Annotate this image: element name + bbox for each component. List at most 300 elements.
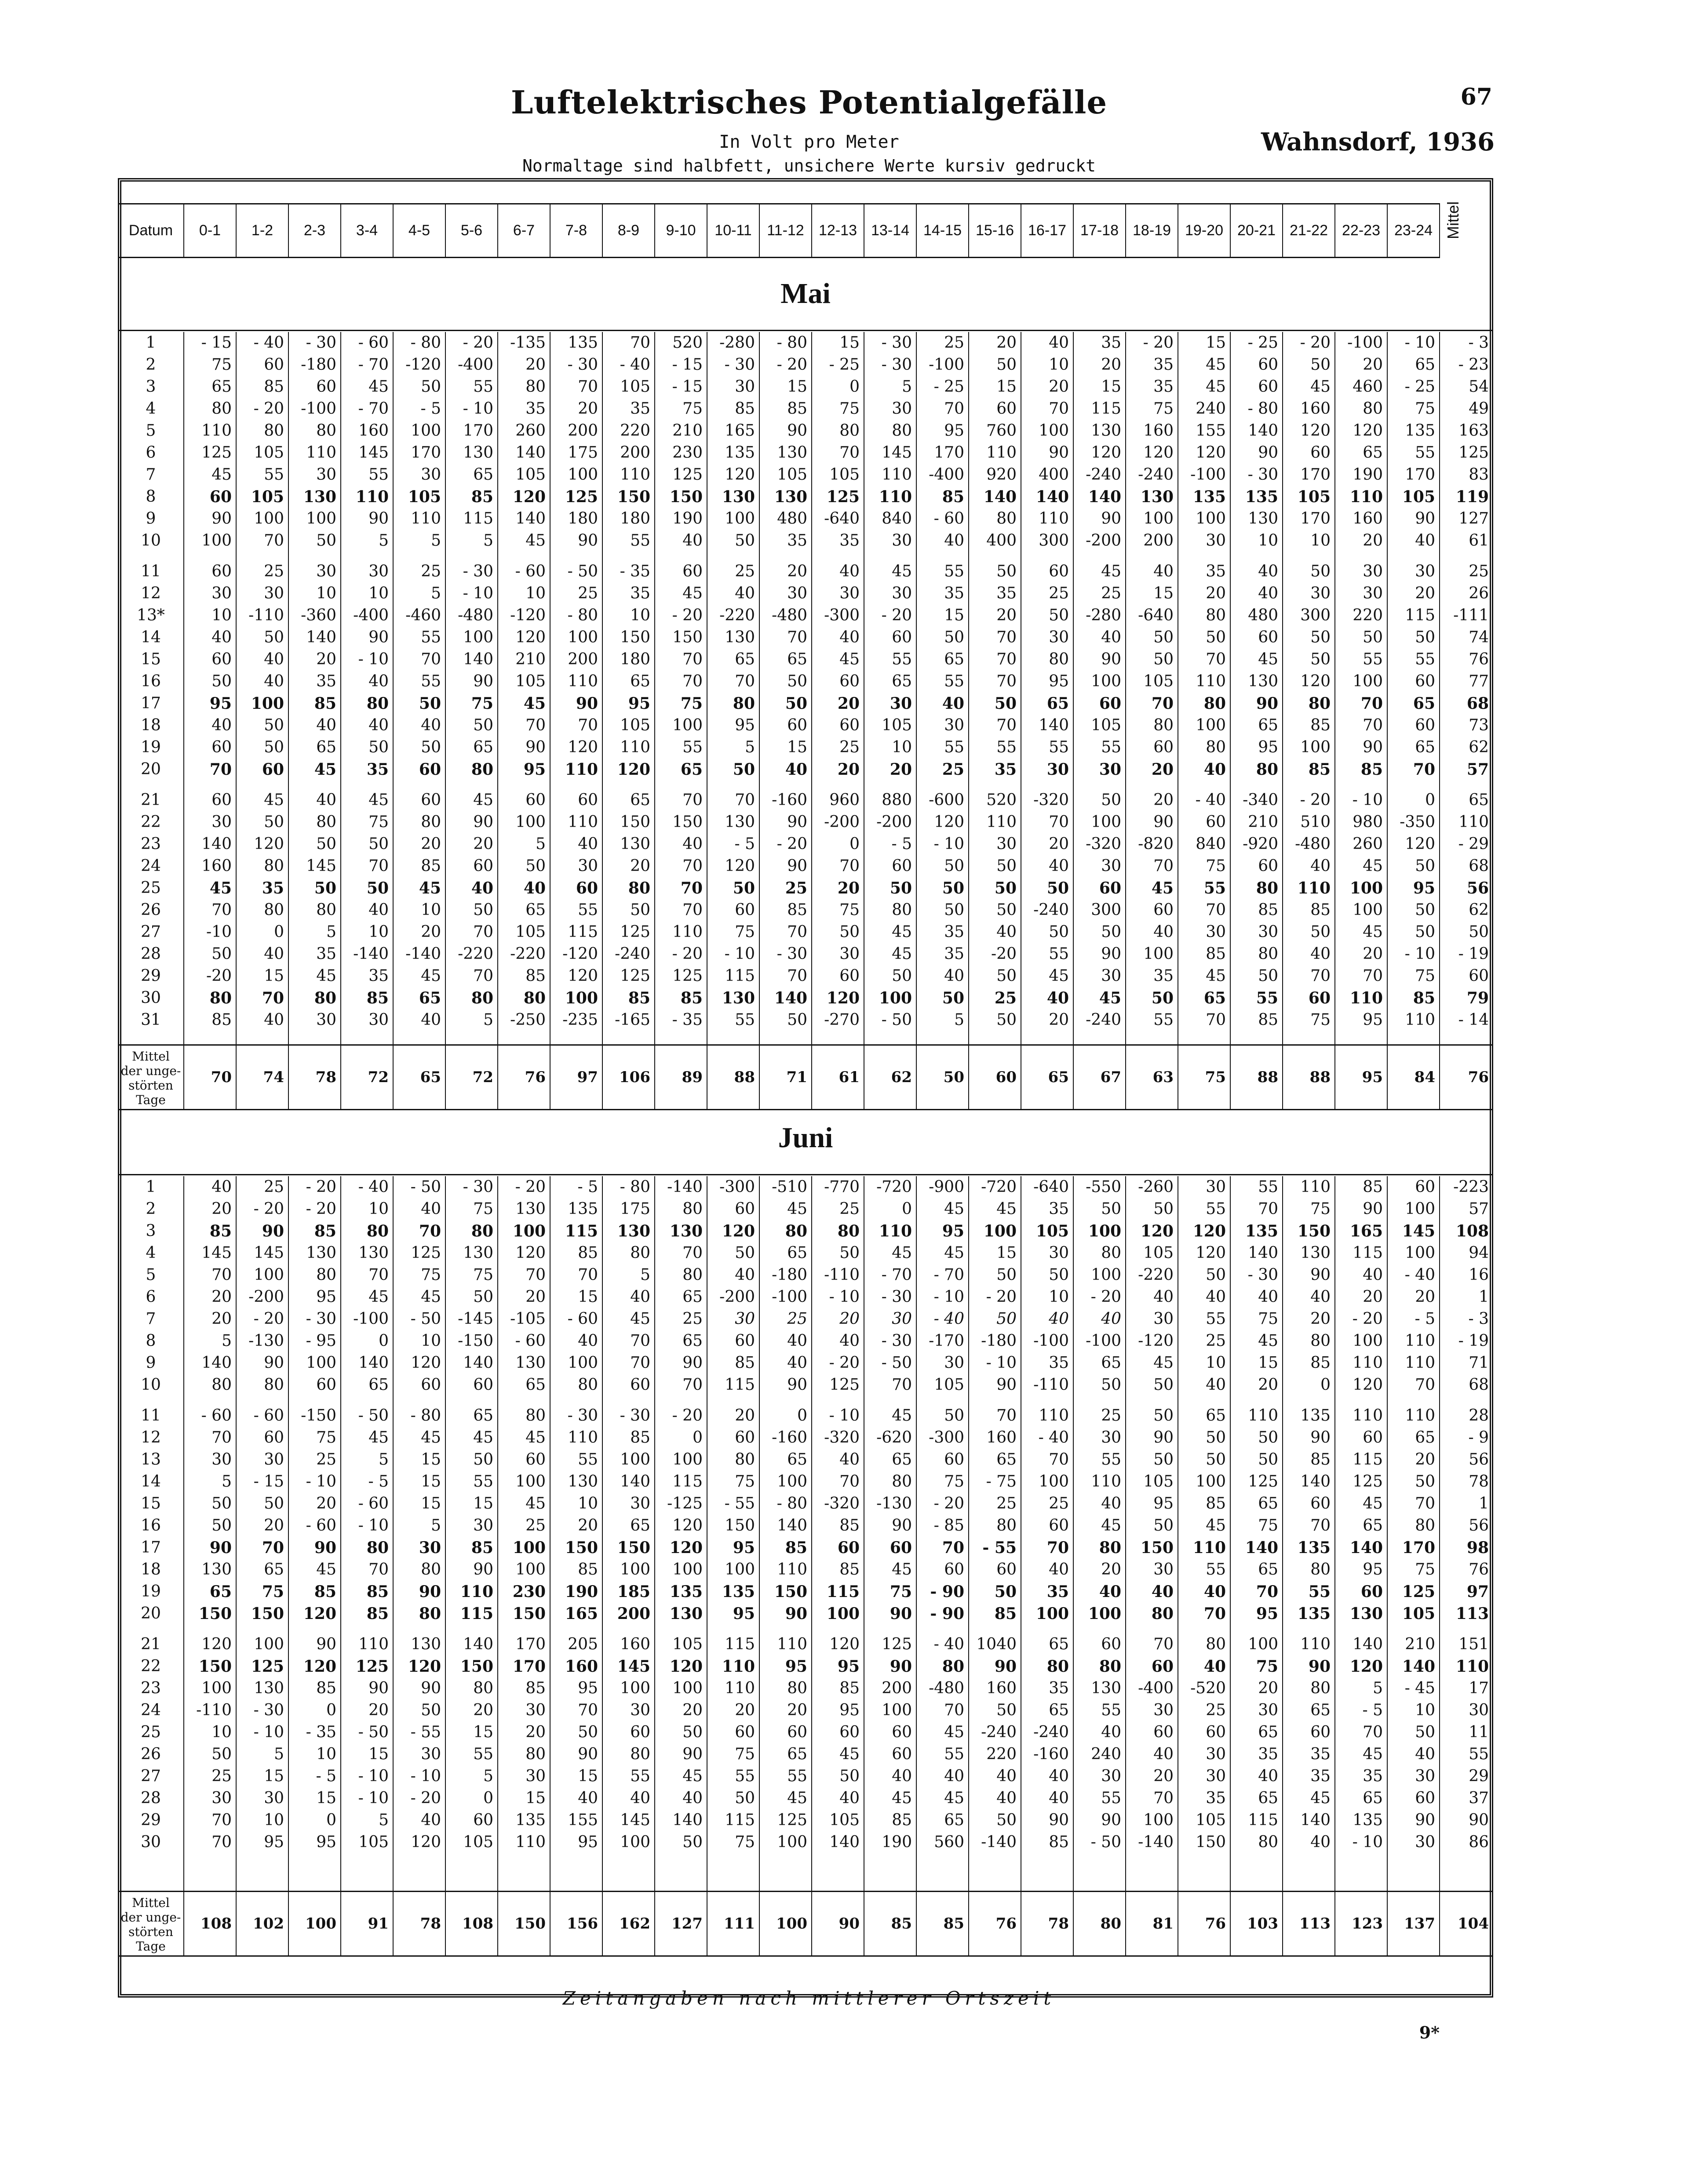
value-cell: 26 bbox=[1469, 584, 1489, 602]
value-cell: - 10 bbox=[410, 1767, 441, 1785]
date-cell: 2 bbox=[146, 1200, 156, 1218]
value-cell: 65 bbox=[1258, 716, 1278, 734]
value-cell: 45 bbox=[523, 694, 546, 713]
value-cell: 75 bbox=[735, 1833, 755, 1851]
value-cell: 49 bbox=[1469, 400, 1489, 418]
value-cell: 70 bbox=[264, 532, 284, 550]
value-cell: 90 bbox=[994, 1657, 1017, 1676]
value-cell: 85 bbox=[314, 1222, 336, 1240]
value-cell: 100 bbox=[1143, 1811, 1174, 1829]
value-cell: 90 bbox=[473, 813, 493, 831]
value-cell: 100 bbox=[515, 1561, 546, 1579]
value-cell: 65 bbox=[473, 1407, 493, 1425]
value-cell: - 30 bbox=[724, 356, 755, 374]
value-cell: -300 bbox=[929, 1429, 964, 1447]
value-cell: - 30 bbox=[1247, 1266, 1278, 1284]
value-cell: - 19 bbox=[1458, 1332, 1489, 1350]
value-cell: - 20 bbox=[672, 606, 703, 624]
value-cell: 65 bbox=[787, 650, 807, 668]
value-cell: 75 bbox=[1256, 1657, 1278, 1676]
value-cell: - 10 bbox=[986, 1354, 1017, 1372]
value-cell: 30 bbox=[1469, 1701, 1489, 1719]
value-cell: 60 bbox=[1099, 694, 1121, 713]
value-cell: 45 bbox=[525, 532, 546, 550]
value-cell: 50 bbox=[944, 628, 964, 646]
value-cell: 80 bbox=[735, 1451, 755, 1469]
header-hour: 23-24 bbox=[1394, 222, 1433, 239]
value-cell: 20 bbox=[1153, 791, 1174, 809]
value-cell: 75 bbox=[262, 1582, 284, 1601]
table-row bbox=[118, 1537, 1493, 1559]
value-cell: 35 bbox=[1258, 1745, 1278, 1763]
value-cell: 5 bbox=[1373, 1679, 1383, 1697]
date-cell: 25 bbox=[141, 879, 161, 897]
value-cell: 110 bbox=[1297, 879, 1331, 897]
value-cell: 185 bbox=[617, 1582, 650, 1601]
value-cell: 60 bbox=[787, 716, 807, 734]
value-cell: 85 bbox=[735, 400, 755, 418]
value-cell: 100 bbox=[568, 1354, 598, 1372]
mean-label-line: Mittel bbox=[132, 1049, 170, 1064]
value-cell: -125 bbox=[667, 1495, 703, 1513]
value-cell: 120 bbox=[722, 1222, 755, 1240]
value-cell: 37 bbox=[1469, 1789, 1489, 1807]
value-cell: 10 bbox=[264, 1811, 284, 1829]
value-cell: 105 bbox=[515, 672, 546, 690]
date-cell: 23 bbox=[141, 835, 161, 853]
value-cell: 110 bbox=[460, 1582, 493, 1601]
value-cell: 140 bbox=[1402, 1657, 1435, 1676]
header-hour: 14-15 bbox=[923, 222, 962, 239]
value-cell: 127 bbox=[1458, 510, 1489, 528]
value-cell: 45 bbox=[839, 1745, 860, 1763]
value-cell: 100 bbox=[672, 1561, 703, 1579]
date-cell: 24 bbox=[141, 1701, 161, 1719]
date-cell: 21 bbox=[141, 1635, 161, 1653]
value-cell: 70 bbox=[578, 1266, 598, 1284]
value-cell: -240 bbox=[1086, 1011, 1121, 1029]
value-cell: - 5 bbox=[891, 835, 912, 853]
value-cell: 45 bbox=[944, 1789, 964, 1807]
value-cell: 90 bbox=[787, 1376, 807, 1394]
mean-value-cell: 88 bbox=[734, 1068, 755, 1086]
value-cell: 75 bbox=[1206, 857, 1226, 875]
value-cell: 85 bbox=[314, 1582, 336, 1601]
value-cell: - 70 bbox=[933, 1266, 964, 1284]
value-cell: 140 bbox=[1088, 488, 1121, 506]
value-cell: - 60 bbox=[201, 1407, 232, 1425]
value-cell: 55 bbox=[368, 466, 389, 484]
value-cell: 60 bbox=[996, 1561, 1017, 1579]
value-cell: 30 bbox=[630, 1701, 650, 1719]
value-cell: 79 bbox=[1466, 989, 1489, 1007]
value-cell: 840 bbox=[1196, 835, 1226, 853]
value-cell: - 5 bbox=[368, 1473, 389, 1491]
value-cell: 130 bbox=[774, 488, 807, 506]
value-cell: 50 bbox=[1415, 1473, 1435, 1491]
value-cell: 40 bbox=[368, 672, 389, 690]
table-row bbox=[118, 464, 1493, 486]
value-cell: -520 bbox=[1190, 1679, 1226, 1697]
value-cell: - 40 bbox=[933, 1635, 964, 1653]
mean-value-cell: 76 bbox=[1205, 1915, 1226, 1932]
value-cell: 25 bbox=[211, 1767, 232, 1785]
header-hour: 10-11 bbox=[715, 222, 752, 239]
value-cell: 200 bbox=[617, 1604, 650, 1623]
value-cell: 40 bbox=[839, 1789, 860, 1807]
value-cell: 130 bbox=[568, 1473, 598, 1491]
value-cell: 70 bbox=[1203, 1604, 1226, 1623]
mean-value-cell: 104 bbox=[1458, 1915, 1489, 1932]
value-cell: 80 bbox=[264, 857, 284, 875]
value-cell: 30 bbox=[892, 400, 912, 418]
header-hour: 2-3 bbox=[303, 222, 326, 239]
value-cell: 70 bbox=[1360, 694, 1383, 713]
value-cell: 35 bbox=[1153, 967, 1174, 985]
value-cell: 115 bbox=[1405, 606, 1435, 624]
table-row bbox=[118, 420, 1493, 442]
value-cell: -140 bbox=[1138, 1833, 1174, 1851]
value-cell: 60 bbox=[1363, 1429, 1383, 1447]
value-cell: - 20 bbox=[515, 1178, 546, 1196]
value-cell: 45 bbox=[682, 1767, 703, 1785]
value-cell: 40 bbox=[996, 923, 1017, 941]
value-cell: 60 bbox=[892, 628, 912, 646]
value-cell: 60 bbox=[316, 1376, 336, 1394]
value-cell: 80 bbox=[471, 989, 493, 1007]
value-cell: -340 bbox=[1243, 791, 1278, 809]
value-cell: 5 bbox=[431, 532, 441, 550]
value-cell: 160 bbox=[565, 1657, 598, 1676]
value-cell: 85 bbox=[525, 967, 546, 985]
value-cell: -120 bbox=[405, 356, 441, 374]
value-cell: -640 bbox=[824, 510, 860, 528]
value-cell: 40 bbox=[1310, 857, 1331, 875]
mean-value-cell: 84 bbox=[1414, 1068, 1435, 1086]
value-cell: 60 bbox=[211, 738, 232, 756]
value-cell: 40 bbox=[1049, 334, 1069, 352]
value-cell: 50 bbox=[525, 857, 546, 875]
value-cell: 120 bbox=[934, 813, 964, 831]
value-cell: - 10 bbox=[933, 835, 964, 853]
value-cell: 30 bbox=[211, 1789, 232, 1807]
header-hour: 8-9 bbox=[617, 222, 640, 239]
value-cell: -400 bbox=[458, 356, 493, 374]
value-cell: - 25 bbox=[1404, 378, 1435, 396]
value-cell: - 50 bbox=[1090, 1833, 1121, 1851]
value-cell: -240 bbox=[981, 1723, 1017, 1741]
value-cell: 60 bbox=[578, 791, 598, 809]
value-cell: - 80 bbox=[1247, 400, 1278, 418]
table-row bbox=[118, 1330, 1493, 1352]
value-cell: 85 bbox=[680, 989, 703, 1007]
mean-value-cell: 65 bbox=[1048, 1068, 1069, 1086]
value-cell: 80 bbox=[264, 422, 284, 440]
value-cell: 130 bbox=[515, 1354, 546, 1372]
value-cell: -770 bbox=[824, 1178, 860, 1196]
value-cell: 90 bbox=[1101, 1811, 1121, 1829]
value-cell: 80 bbox=[525, 1745, 546, 1763]
value-cell: 15 bbox=[578, 1288, 598, 1306]
value-cell: 5 bbox=[640, 1266, 650, 1284]
value-cell: 60 bbox=[839, 967, 860, 985]
value-cell: -200 bbox=[1086, 532, 1121, 550]
table-row bbox=[118, 1242, 1493, 1264]
value-cell: 20 bbox=[525, 356, 546, 374]
value-cell: -100 bbox=[929, 356, 964, 374]
value-cell: 50 bbox=[1049, 1266, 1069, 1284]
value-cell: 110 bbox=[201, 422, 232, 440]
value-cell: 140 bbox=[1353, 1635, 1383, 1653]
date-cell: 13 bbox=[141, 1451, 161, 1469]
table-row bbox=[118, 1374, 1493, 1396]
value-cell: 20 bbox=[1415, 1451, 1435, 1469]
value-cell: - 10 bbox=[463, 400, 493, 418]
header-hour: 17-18 bbox=[1080, 222, 1119, 239]
value-cell: 150 bbox=[672, 628, 703, 646]
value-cell: -720 bbox=[981, 1178, 1017, 1196]
value-cell: 60 bbox=[890, 1539, 912, 1557]
date-cell: 14 bbox=[141, 628, 161, 646]
value-cell: -160 bbox=[772, 791, 807, 809]
value-cell: 75 bbox=[473, 1266, 493, 1284]
value-cell: 140 bbox=[463, 650, 493, 668]
value-cell: -20 bbox=[991, 945, 1017, 963]
header-hour: 21-22 bbox=[1290, 222, 1328, 239]
value-cell: 25 bbox=[1049, 1495, 1069, 1513]
value-cell: 60 bbox=[211, 650, 232, 668]
value-cell: 30 bbox=[316, 466, 336, 484]
value-cell: 100 bbox=[1196, 716, 1226, 734]
value-cell: 100 bbox=[568, 628, 598, 646]
value-cell: 40 bbox=[1415, 532, 1435, 550]
value-cell: 98 bbox=[1466, 1539, 1489, 1557]
value-cell: - 10 bbox=[306, 1473, 336, 1491]
table-row bbox=[118, 1449, 1493, 1471]
value-cell: 110 bbox=[1196, 672, 1226, 690]
value-cell: 30 bbox=[368, 562, 389, 580]
value-cell: 80 bbox=[316, 1266, 336, 1284]
value-cell: -640 bbox=[1033, 1178, 1069, 1196]
mean-label-line: der unge- bbox=[120, 1064, 181, 1078]
value-cell: 400 bbox=[986, 532, 1017, 550]
value-cell: 125 bbox=[1402, 1582, 1435, 1601]
value-cell: 80 bbox=[366, 1539, 389, 1557]
value-cell: 80 bbox=[837, 1222, 860, 1240]
value-cell: 100 bbox=[777, 1473, 807, 1491]
value-cell: 100 bbox=[411, 422, 441, 440]
value-cell: 880 bbox=[882, 791, 912, 809]
value-cell: 65 bbox=[1258, 1561, 1278, 1579]
value-cell: 55 bbox=[1363, 650, 1383, 668]
value-cell: 140 bbox=[1245, 1539, 1278, 1557]
value-cell: 135 bbox=[1300, 1407, 1331, 1425]
value-cell: 50 bbox=[1206, 628, 1226, 646]
value-cell: 70 bbox=[1363, 967, 1383, 985]
value-cell: - 25 bbox=[1247, 334, 1278, 352]
value-cell: 95 bbox=[578, 1833, 598, 1851]
value-cell: 140 bbox=[463, 1635, 493, 1653]
value-cell: 100 bbox=[306, 510, 336, 528]
table-row bbox=[118, 1787, 1493, 1809]
value-cell: 210 bbox=[515, 650, 546, 668]
value-cell: 90 bbox=[787, 813, 807, 831]
value-cell: 10 bbox=[525, 584, 546, 602]
mean-value-cell: 150 bbox=[514, 1915, 546, 1932]
mean-value-cell: 108 bbox=[462, 1915, 493, 1932]
value-cell: 140 bbox=[358, 1354, 389, 1372]
value-cell: 170 bbox=[1300, 510, 1331, 528]
value-cell: 60 bbox=[1258, 628, 1278, 646]
value-cell: 80 bbox=[996, 510, 1017, 528]
value-cell: 45 bbox=[892, 945, 912, 963]
value-cell: 135 bbox=[1297, 1539, 1331, 1557]
value-cell: 90 bbox=[419, 1582, 441, 1601]
mean-value-cell: 102 bbox=[253, 1915, 284, 1932]
table-row bbox=[118, 899, 1493, 921]
value-cell: 110 bbox=[1091, 1473, 1121, 1491]
value-cell: - 30 bbox=[306, 1310, 336, 1328]
value-cell: 60 bbox=[837, 1539, 860, 1557]
value-cell: 220 bbox=[986, 1745, 1017, 1763]
value-cell: 70 bbox=[578, 716, 598, 734]
value-cell: 140 bbox=[1300, 1473, 1331, 1491]
value-cell: 165 bbox=[565, 1604, 598, 1623]
value-cell: 50 bbox=[1310, 923, 1331, 941]
value-cell: 65 bbox=[1258, 1789, 1278, 1807]
value-cell: 60 bbox=[735, 1200, 755, 1218]
value-cell: 50 bbox=[473, 716, 493, 734]
value-cell: 60 bbox=[735, 1723, 755, 1741]
value-cell: 70 bbox=[630, 334, 650, 352]
value-cell: 90 bbox=[996, 1376, 1017, 1394]
value-cell: 40 bbox=[1101, 628, 1121, 646]
value-cell: 115 bbox=[1353, 1451, 1383, 1469]
value-cell: 40 bbox=[1206, 1376, 1226, 1394]
value-cell: 210 bbox=[672, 422, 703, 440]
value-cell: 35 bbox=[525, 400, 546, 418]
value-cell: 80 bbox=[785, 1222, 807, 1240]
date-cell: 15 bbox=[141, 1495, 161, 1513]
value-cell: 55 bbox=[473, 378, 493, 396]
value-cell: 70 bbox=[682, 901, 703, 919]
value-cell: 205 bbox=[568, 1635, 598, 1653]
value-cell: 100 bbox=[463, 628, 493, 646]
value-cell: 70 bbox=[262, 989, 284, 1007]
value-cell: 140 bbox=[515, 444, 546, 462]
value-cell: 15 bbox=[264, 1767, 284, 1785]
value-cell: - 10 bbox=[829, 1288, 860, 1306]
date-cell: 3 bbox=[146, 1222, 156, 1240]
header-hour: 0-1 bbox=[199, 222, 221, 239]
value-cell: 150 bbox=[725, 1517, 755, 1535]
value-cell: 50 bbox=[839, 923, 860, 941]
value-cell: 120 bbox=[1143, 444, 1174, 462]
value-cell: 40 bbox=[264, 650, 284, 668]
value-cell: 40 bbox=[1363, 1266, 1383, 1284]
date-cell: 15 bbox=[141, 650, 161, 668]
value-cell: 105 bbox=[1297, 488, 1331, 506]
value-cell: 50 bbox=[733, 879, 755, 897]
value-cell: 70 bbox=[525, 1266, 546, 1284]
value-cell: 60 bbox=[264, 356, 284, 374]
value-cell: 20 bbox=[211, 1288, 232, 1306]
value-cell: 100 bbox=[254, 1266, 284, 1284]
value-cell: 45 bbox=[368, 378, 389, 396]
value-cell: 130 bbox=[617, 1222, 650, 1240]
table-row bbox=[118, 921, 1493, 943]
value-cell: 150 bbox=[460, 1657, 493, 1676]
table-row bbox=[118, 1427, 1493, 1449]
value-cell: 163 bbox=[1458, 422, 1489, 440]
value-cell: 100 bbox=[1353, 1332, 1383, 1350]
value-cell: 78 bbox=[1469, 1473, 1489, 1491]
value-cell: 100 bbox=[1349, 879, 1383, 897]
value-cell: -220 bbox=[510, 945, 546, 963]
value-cell: 40 bbox=[630, 1288, 650, 1306]
mean-value-cell: 81 bbox=[1152, 1915, 1174, 1932]
value-cell: 50 bbox=[1101, 1200, 1121, 1218]
value-cell: 65 bbox=[1415, 356, 1435, 374]
value-cell: 50 bbox=[1206, 1451, 1226, 1469]
value-cell: 20 bbox=[473, 1701, 493, 1719]
value-cell: -240 bbox=[1033, 1723, 1069, 1741]
header-hour: 11-12 bbox=[767, 222, 804, 239]
value-cell: 120 bbox=[1405, 835, 1435, 853]
value-cell: 140 bbox=[620, 1473, 650, 1491]
value-cell: 35 bbox=[1206, 562, 1226, 580]
table-row bbox=[118, 442, 1493, 464]
value-cell: 260 bbox=[1353, 835, 1383, 853]
value-cell: 100 bbox=[1405, 1200, 1435, 1218]
value-cell: -480 bbox=[929, 1679, 964, 1697]
value-cell: 50 bbox=[366, 879, 389, 897]
value-cell: 10 bbox=[578, 1495, 598, 1513]
value-cell: - 80 bbox=[567, 606, 598, 624]
value-cell: - 30 bbox=[306, 334, 336, 352]
value-cell: 62 bbox=[1469, 901, 1489, 919]
mean-row bbox=[118, 1891, 1493, 1957]
value-cell: 50 bbox=[264, 813, 284, 831]
value-cell: 80 bbox=[1046, 1657, 1069, 1676]
value-cell: 30 bbox=[1153, 1701, 1174, 1719]
value-cell: 110 bbox=[879, 1222, 912, 1240]
value-cell: - 40 bbox=[358, 1178, 389, 1196]
value-cell: 80 bbox=[839, 422, 860, 440]
value-cell: 170 bbox=[515, 1635, 546, 1653]
value-cell: 100 bbox=[725, 1561, 755, 1579]
value-cell: 190 bbox=[565, 1582, 598, 1601]
value-cell: 40 bbox=[1258, 1767, 1278, 1785]
value-cell: -480 bbox=[772, 606, 807, 624]
date-cell: 27 bbox=[141, 923, 161, 941]
table-row bbox=[118, 943, 1493, 965]
value-cell: 50 bbox=[1206, 1266, 1226, 1284]
value-cell: 300 bbox=[1039, 532, 1069, 550]
value-cell: 85 bbox=[209, 1222, 232, 1240]
value-cell: 30 bbox=[839, 584, 860, 602]
value-cell: 15 bbox=[578, 1767, 598, 1785]
value-cell: 70 bbox=[1415, 1495, 1435, 1513]
value-cell: - 40 bbox=[1404, 1266, 1435, 1284]
value-cell: 70 bbox=[630, 1332, 650, 1350]
value-cell: 80 bbox=[1310, 1679, 1331, 1697]
value-cell: 120 bbox=[1353, 1376, 1383, 1394]
value-cell: 110 bbox=[1248, 1407, 1278, 1425]
value-cell: 20 bbox=[421, 835, 441, 853]
table-row bbox=[118, 693, 1493, 715]
value-cell: 170 bbox=[1300, 466, 1331, 484]
